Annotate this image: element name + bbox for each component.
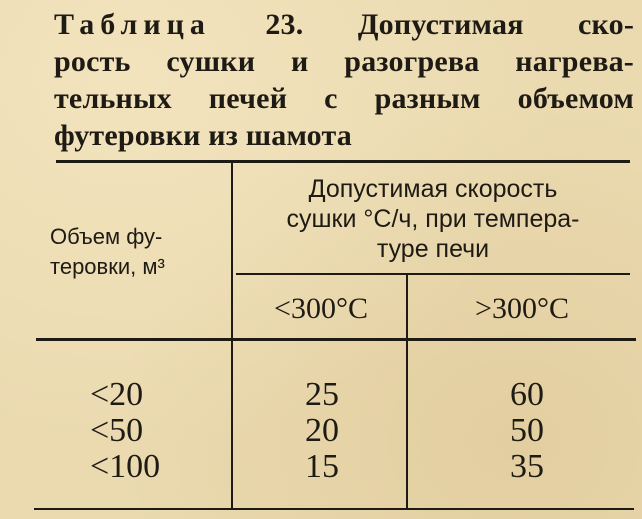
- above-300-cell: 50: [510, 412, 544, 449]
- caption-line-1: [54, 6, 634, 43]
- caption-label: Таблица: [54, 8, 211, 41]
- volume-cell: <20: [90, 376, 144, 413]
- table-caption: [54, 6, 634, 154]
- header-bottom-rule: [36, 338, 636, 341]
- below-300-cell: 25: [305, 376, 339, 413]
- group-header-underline: [236, 273, 630, 275]
- below-300-cell: 20: [305, 412, 339, 449]
- volume-header-line-2: теровки, м³: [50, 254, 165, 279]
- caption-line-3: тельных печей с разным объемом: [54, 82, 634, 115]
- speed-header-line-3: туре печи: [376, 235, 490, 263]
- caption-line-2: рость сушки и разогрева нагрева-: [54, 45, 634, 78]
- table-top-rule: [56, 160, 630, 163]
- volume-column-header: [50, 222, 225, 282]
- table-bottom-rule: [34, 508, 634, 510]
- column-divider-2-header: [406, 275, 408, 338]
- column-divider-1-body: [231, 341, 233, 508]
- below-300-header: <300°С: [274, 292, 368, 325]
- volume-header-line-1: Объем фу-: [50, 224, 163, 249]
- column-divider-1: [231, 163, 233, 338]
- volume-cell: <100: [90, 448, 161, 485]
- caption-line-1-text: 23. Допустимая ско-: [265, 8, 635, 41]
- above-300-cell: 60: [510, 376, 544, 413]
- below-300-cell: 15: [305, 448, 339, 485]
- speed-header-line-1: Допустимая скорость: [308, 175, 558, 203]
- speed-group-header: [238, 174, 628, 264]
- caption-line-4: футеровки из шамота: [54, 119, 352, 152]
- volume-cell: <50: [90, 412, 144, 449]
- above-300-header: >300°С: [475, 292, 569, 325]
- above-300-cell: 35: [510, 448, 544, 485]
- speed-header-line-2: сушки °С/ч, при темпера-: [286, 205, 580, 233]
